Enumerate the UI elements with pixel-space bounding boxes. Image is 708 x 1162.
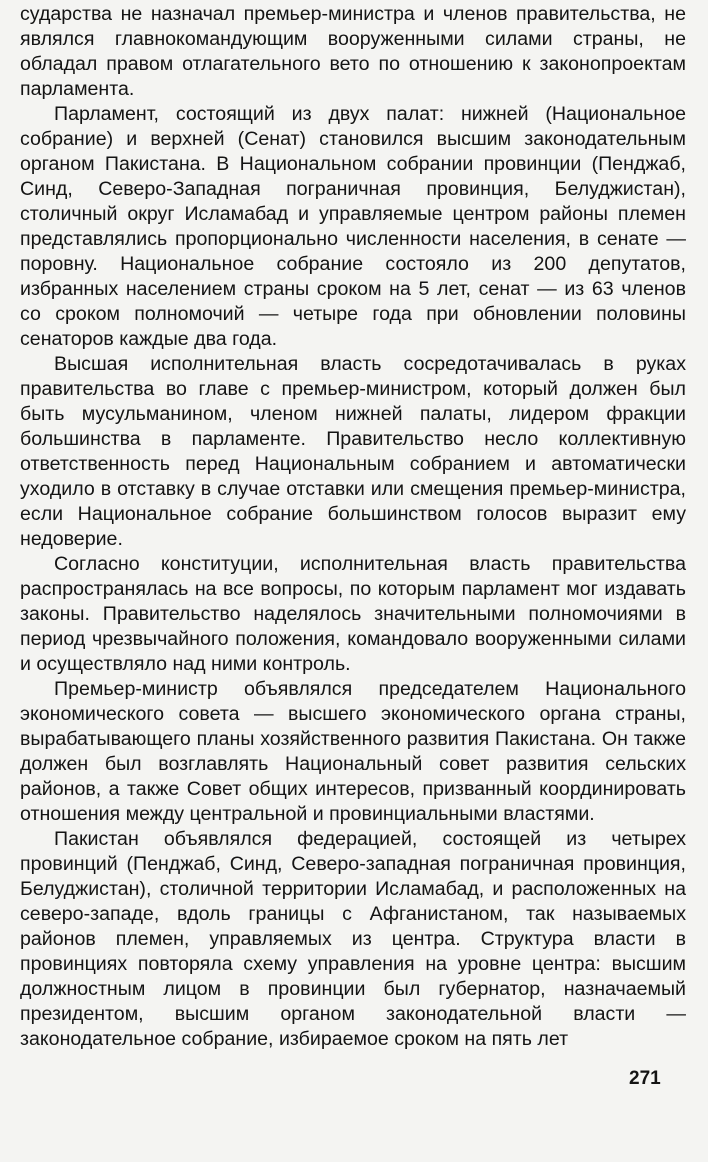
paragraph-executive-power: Высшая исполнительная власть сосредотачивалась в руках правительства во главе с премьер-министром, который должен был быть мусульманином, членом нижней палаты, лидером фракции большинства в парламенте. Правительство несло коллективную ответственность перед Национальным собранием и автоматически уходило в отставку в случае отставки или смещения премьер-министра, если Национальное собрание большинством голосов выразит ему недоверие. bbox=[20, 353, 686, 550]
page-body bbox=[20, 2, 686, 1052]
paragraph-constitution: Согласно конституции, исполнительная власть правительства распространялась на все вопросы, по которым парламент мог издавать законы. Правительство наделялось значительными полномочиями в период чрезвычайного положения, командовало вооруженными силами и осуществляло над ними контроль. bbox=[20, 553, 686, 675]
paragraph-continued: сударства не назначал премьер-министра и членов правительства, не являлся главнокомандующим вооруженными силами страны, не обладал правом отлагательного вето по отношению к законопроектам парламента. bbox=[20, 3, 686, 100]
paragraph-parliament: Парламент, состоящий из двух палат: нижней (Национальное собрание) и верхней (Сенат) становился высшим законодательным органом Пакистана. В Национальном собрании провинции (Пенджаб, Синд, Северо-Западная пограничная провинция, Белуджистан), столичный округ Исламабад и управляемые центром районы племен представлялись пропорционально численности населения, в сенате — поровну. Национальное собрание состояло из 200 депутатов, избранных населением страны сроком на 5 лет, сенат — из 63 членов со сроком полномочий — четыре года при обновлении половины сенаторов каждые два года. bbox=[20, 103, 686, 350]
paragraph-prime-minister: Премьер-министр объявлялся председателем Национального экономического совета — высшего экономического органа страны, вырабатывающего планы хозяйственного развития Пакистана. Он также должен был возглавлять Национальный совет развития сельских районов, а также Совет общих интересов, призванный координировать отношения между центральной и провинциальными властями. bbox=[20, 678, 686, 825]
page-number: 271 bbox=[629, 1068, 661, 1089]
paragraph-federation: Пакистан объявлялся федерацией, состоящей из четырех провинций (Пенджаб, Синд, Северо-западная пограничная провинция, Белуджистан), столичной территории Исламабад, и расположенных на северо-западе, вдоль границы с Афганистаном, так называемых районов племен, управляемых из центра. Структура власти в провинциях повторяла схему управления на уровне центра: высшим должностным лицом в провинции был губернатор, назначаемый президентом, высшим органом законодательной власти — законодательное собрание, избираемое сроком на пять лет bbox=[20, 828, 686, 1050]
